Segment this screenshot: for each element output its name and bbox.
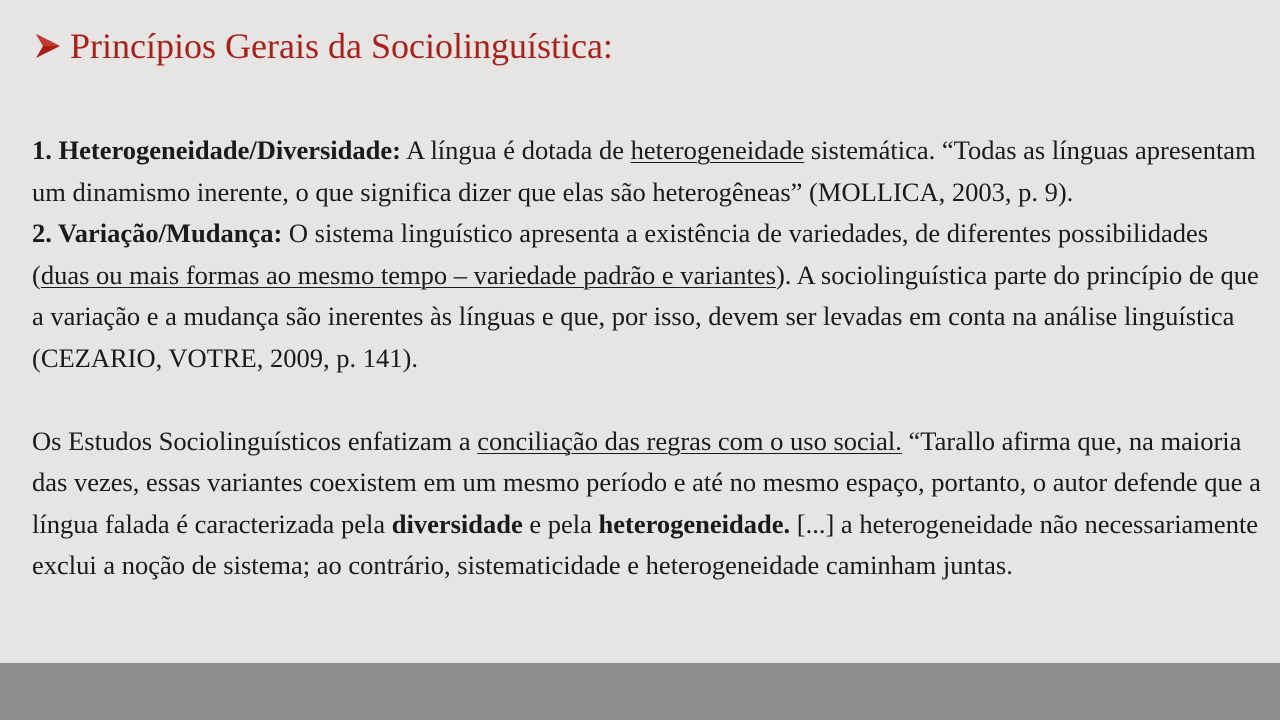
- paragraph-gap: [32, 379, 1262, 421]
- paragraph3-bold-heterogeneidade: heterogeneidade.: [598, 508, 791, 539]
- slide-title-row: [34, 28, 613, 64]
- paragraph3-text-c: e pela: [522, 508, 599, 539]
- paragraph2-text-b: ). A sociolinguística parte do princípio de que a variação e a mudança são inerentes às línguas e que, por isso, devem ser levadas em conta na análise linguística (CEZARIO, VOTRE, 2009, p. 141).: [32, 259, 1259, 373]
- paragraph2-text-a: O sistema linguístico apresenta a existência de variedades, de diferentes possibilidades (: [32, 218, 1209, 290]
- bottom-band: [0, 663, 1280, 720]
- paragraph1-text-a: A língua é dotada de: [400, 135, 631, 165]
- paragraph3-text-d: [...] a heterogeneidade não necessariamente exclui a noção de sistema; ao contrário, sistematicidade e heterogeneidade caminham juntas.: [32, 508, 1259, 580]
- paragraph2-underlined: duas ou mais formas ao mesmo tempo – variedade padrão e variantes: [40, 259, 776, 290]
- paragraph-heterogeneidade: [32, 130, 1262, 213]
- paragraph1-text-b: sistemática. “Todas as línguas apresentam um dinamismo inerente, o que significa dizer que elas são heterogêneas” (MOLLICA, 2003, p. 9).: [32, 135, 1256, 207]
- slide-body: [32, 130, 1262, 587]
- slide-title: Princípios Gerais da Sociolinguística:: [70, 26, 613, 66]
- paragraph1-underlined: heterogeneidade: [630, 135, 805, 165]
- paragraph3-text-a: Os Estudos Sociolinguísticos enfatizam a: [32, 425, 478, 456]
- paragraph-estudos: [32, 421, 1262, 587]
- arrow-bullet-icon: [34, 32, 62, 60]
- paragraph3-text-b: “Tarallo afirma que, na maioria das vezes, essas variantes coexistem em um mesmo período e até no mesmo espaço, portanto, o autor defende que a língua falada é caracterizada pela: [32, 425, 1261, 539]
- paragraph3-underlined: conciliação das regras com o uso social.: [477, 425, 902, 456]
- paragraph-variacao: [32, 213, 1262, 379]
- paragraph3-bold-diversidade: diversidade: [391, 508, 523, 539]
- variacao-label: 2. Variação/Mudança:: [32, 218, 283, 248]
- heterogeneidade-label: 1. Heterogeneidade/Diversidade:: [32, 135, 401, 165]
